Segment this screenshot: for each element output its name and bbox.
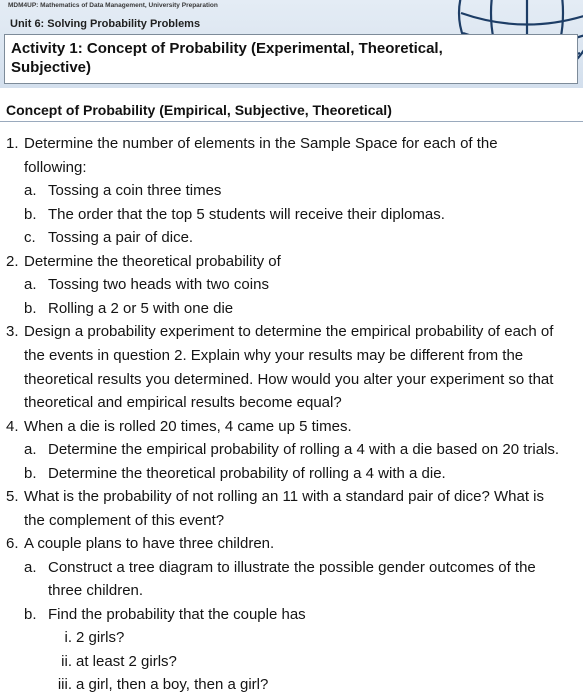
question-2a-marker: a.	[24, 276, 37, 293]
question-6b-marker: b.	[24, 606, 37, 623]
section-divider	[0, 121, 583, 122]
activity-title-box	[4, 34, 578, 84]
question-1c-marker: c.	[24, 229, 36, 246]
question-4a-marker: a.	[24, 441, 37, 458]
question-6b-i-marker: i.	[64, 629, 72, 646]
question-3-text-line-2: the events in question 2. Explain why your results may be different from the	[24, 347, 524, 364]
page-header	[0, 0, 583, 88]
question-1-text-line-2: following:	[24, 159, 87, 176]
question-3-number: 3.	[6, 323, 19, 340]
question-6b-text: Find the probability that the couple has	[48, 606, 306, 623]
question-1-text-line-1: Determine the number of elements in the Sample Space for each of the	[24, 135, 498, 152]
question-5-text-line-2: the complement of this event?	[24, 512, 225, 529]
question-6a-text-line-1: Construct a tree diagram to illustrate the possible gender outcomes of the	[48, 559, 536, 576]
question-5-text-line-1: What is the probability of not rolling an 11 with a standard pair of dice? What is	[24, 488, 544, 505]
question-4a-text: Determine the empirical probability of rolling a 4 with a die based on 20 trials.	[48, 441, 560, 458]
question-2b-text: Rolling a 2 or 5 with one die	[48, 300, 234, 317]
question-2-text: Determine the theoretical probability of	[24, 253, 281, 270]
question-3-text-line-1: Design a probability experiment to determine the empirical probability of each of	[24, 323, 554, 340]
question-6b-iii-text: a girl, then a boy, then a girl?	[76, 676, 269, 693]
activity-title-line-1: Activity 1: Concept of Probability (Experimental, Theoretical,	[11, 40, 443, 57]
question-4-text: When a die is rolled 20 times, 4 came up 5 times.	[24, 418, 352, 435]
section-title: Concept of Probability (Empirical, Subjective, Theoretical)	[6, 102, 392, 118]
activity-title	[11, 39, 481, 77]
question-2b-marker: b.	[24, 300, 37, 317]
question-1a-text: Tossing a coin three times	[48, 182, 222, 199]
question-1a-marker: a.	[24, 182, 37, 199]
question-4b-marker: b.	[24, 465, 37, 482]
question-1b-text: The order that the top 5 students will receive their diplomas.	[48, 206, 445, 223]
question-6b-iii-marker: iii.	[57, 676, 72, 693]
unit-title: Unit 6: Solving Probability Problems	[10, 18, 201, 30]
question-5-number: 5.	[6, 488, 19, 505]
question-4-number: 4.	[6, 418, 19, 435]
question-6a-marker: a.	[24, 559, 37, 576]
question-1-number: 1.	[6, 135, 19, 152]
question-6b-ii-text: at least 2 girls?	[76, 653, 177, 670]
question-3-text-line-4: theoretical and empirical results become equal?	[24, 394, 342, 411]
question-6b-i-text: 2 girls?	[76, 629, 125, 646]
question-6-number: 6.	[6, 535, 19, 552]
question-1b-marker: b.	[24, 206, 37, 223]
course-name: MDM4UP: Mathematics of Data Management, University Preparation	[8, 2, 218, 9]
question-6b-ii-marker: ii.	[61, 653, 72, 670]
question-1c-text: Tossing a pair of dice.	[48, 229, 194, 246]
question-6a-text-line-2: three children.	[48, 582, 144, 599]
question-2a-text: Tossing two heads with two coins	[48, 276, 269, 293]
question-3-text-line-3: theoretical results you determined. How would you alter your experiment so that	[24, 371, 554, 388]
activity-title-line-2: Subjective)	[11, 59, 92, 76]
question-4b-text: Determine the theoretical probability of rolling a 4 with a die.	[48, 465, 446, 482]
question-6-text: A couple plans to have three children.	[24, 535, 275, 552]
question-2-number: 2.	[6, 253, 19, 270]
